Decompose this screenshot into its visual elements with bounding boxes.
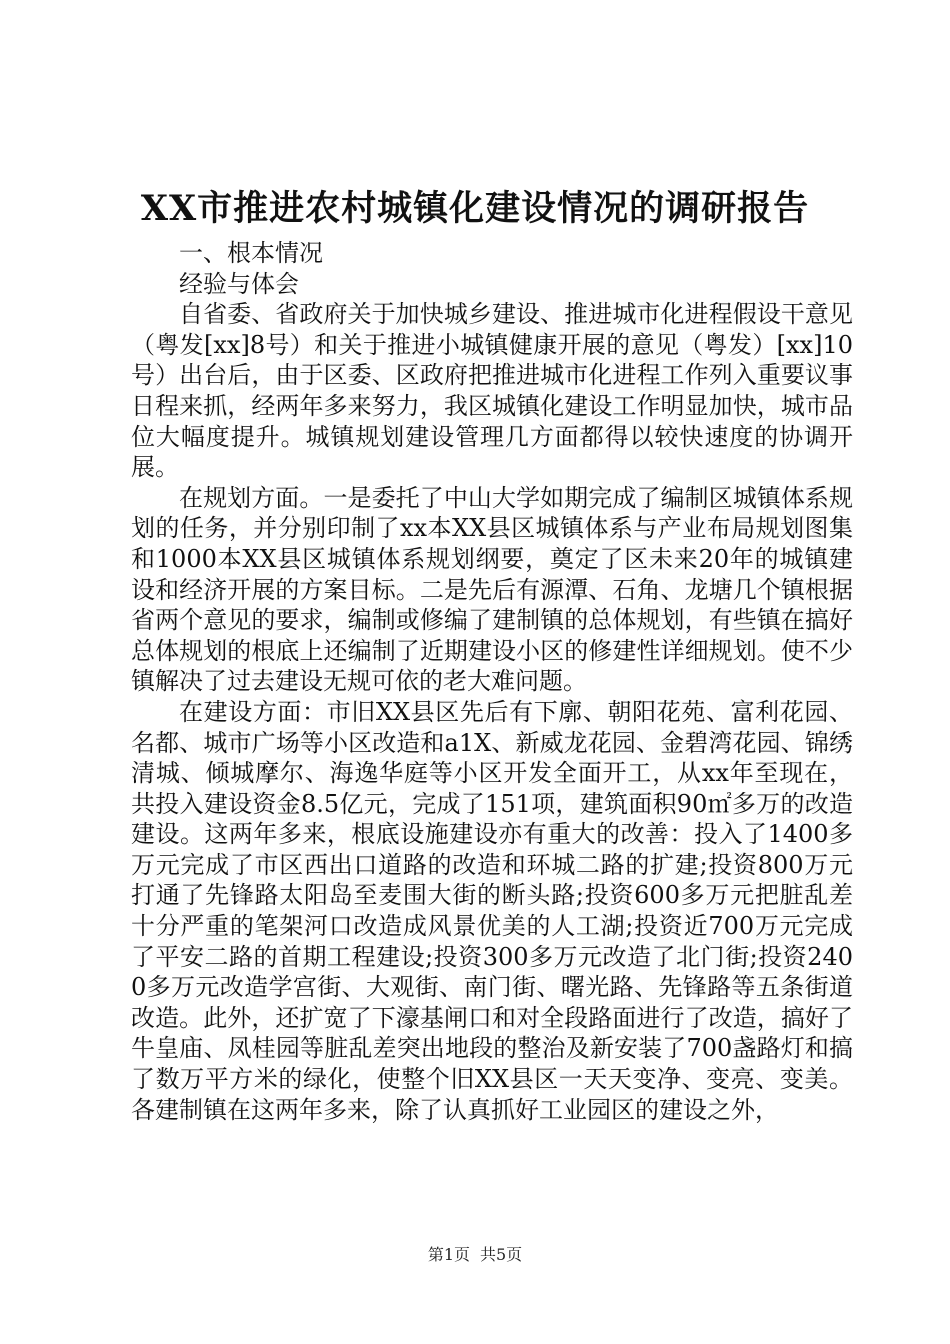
page-number: 第1页 xyxy=(427,1245,470,1264)
page-footer xyxy=(0,1244,950,1266)
paragraph-intro: 自省委、省政府关于加快城乡建设、推进城市化进程假设干意见（粤发[xx]8号）和关于推进小城镇健康开展的意见（粤发）[xx]10号）出台后，由于区委、区政府把推进城市化进程工作列入重要议事日程来抓，经两年多来努力，我区城镇化建设工作明显加快，城市品位大幅度提升。城镇规划建设管理几方面都得以较快速度的协调开展。 xyxy=(131,300,853,482)
paragraph-construction: 在建设方面：市旧XX县区先后有下廓、朝阳花苑、富利花园、名都、城市广场等小区改造和a1X、新威龙花园、金碧湾花园、锦绣清城、倾城摩尔、海逸华庭等小区开发全面开工，从xx年至现在，共投入建设资金8.5亿元，完成了151项，建筑面积90㎡多万的改造建设。这两年多来，根底设施建设亦有重大的改善：投入了1400多万元完成了市区西出口道路的改造和环城二路的扩建;投资800万元打通了先锋路太阳岛至麦围大街的断头路;投资600多万元把脏乱差十分严重的笔架河口改造成风景优美的人工湖;投资近700万元完成了平安二路的首期工程建设;投资300多万元改造了北门街;投资2400多万元改造学宫街、大观街、南门街、曙光路、先锋路等五条街道改造。此外，还扩宽了下濠基闸口和对全段路面进行了改造，搞好了牛皇庙、凤桂园等脏乱差突出地段的整治及新安装了700盏路灯和搞了数万平方米的绿化，使整个旧XX县区一天天变净、变亮、变美。各建制镇在这两年多来，除了认真抓好工业园区的建设之外， xyxy=(131,697,853,1124)
paragraph-planning: 在规划方面。一是委托了中山大学如期完成了编制区城镇体系规划的任务，并分别印制了xx本XX县区城镇体系与产业布局规划图集和1000本XX县区城镇体系规划纲要，奠定了区未来20年的城镇建设和经济开展的方案目标。二是先后有源潭、石角、龙塘几个镇根据省两个意见的要求，编制或修编了建制镇的总体规划，有些镇在搞好总体规划的根底上还编制了近期建设小区的修建性详细规划。使不少镇解决了过去建设无规可依的老大难问题。 xyxy=(131,483,853,696)
page-total: 共5页 xyxy=(480,1245,523,1264)
document-title: XX市推进农村城镇化建设情况的调研报告 xyxy=(140,188,810,229)
subsection-heading: 经验与体会 xyxy=(179,269,299,298)
document-body xyxy=(131,238,853,1125)
section-heading: 一、根本情况 xyxy=(179,239,323,267)
